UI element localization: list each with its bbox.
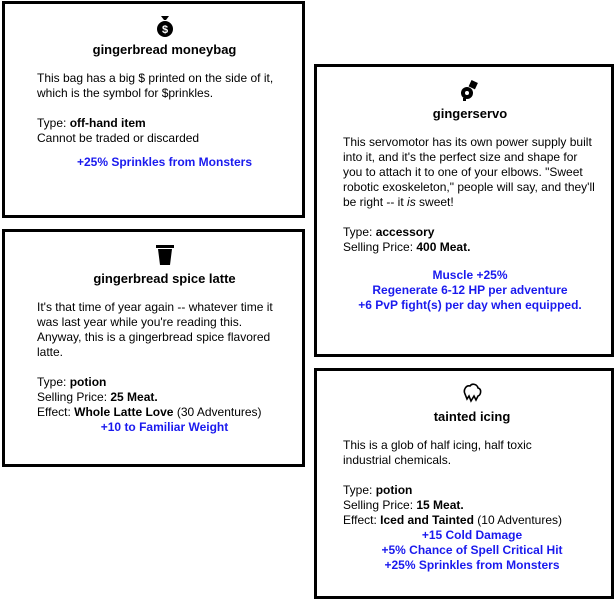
item-card-moneybag xyxy=(2,1,305,218)
item-description: This bag has a big $ printed on the side of it, which is the symbol for $prinkles. xyxy=(37,71,274,100)
item-modifier: +25% Sprinkles from Monsters xyxy=(76,155,253,169)
item-type: Type: off-hand item xyxy=(37,116,146,130)
icing-glob-icon xyxy=(343,381,601,405)
item-title: gingerservo xyxy=(432,106,508,121)
item-modifier: +5% Chance of Spell Critical Hit xyxy=(381,543,563,557)
item-card-tainted-icing xyxy=(314,368,614,599)
item-effect: Effect: Iced and Tainted (10 Adventures) xyxy=(343,513,562,527)
item-description: This servomotor has its own power supply built into it, and it's the perfect size and shape for you to attach it to one of your elbows. "Sweet robotic exoskeleton," people will say, and they'll be right -- it is sweet! xyxy=(343,135,595,209)
robot-arm-icon xyxy=(343,78,597,102)
item-modifier: Regenerate 6-12 HP per adventure xyxy=(372,283,568,297)
item-modifier: +15 Cold Damage xyxy=(421,528,523,542)
svg-text:$: $ xyxy=(161,24,168,36)
item-modifier: +10 to Familiar Weight xyxy=(100,420,229,434)
item-card-latte xyxy=(2,229,305,467)
item-title: tainted icing xyxy=(433,409,511,424)
item-card-gingerservo xyxy=(314,64,614,357)
item-type: Type: potion xyxy=(37,375,107,389)
item-title: gingerbread moneybag xyxy=(92,42,237,57)
item-price: Selling Price: 25 Meat. xyxy=(37,390,158,404)
moneybag-icon xyxy=(37,14,292,38)
item-modifier: +6 PvP fight(s) per day when equipped. xyxy=(358,298,582,312)
item-price: Selling Price: 15 Meat. xyxy=(343,498,464,512)
item-modifier: +25% Sprinkles from Monsters xyxy=(384,558,560,572)
item-description: This is a glob of half icing, half toxic industrial chemicals. xyxy=(343,438,532,467)
item-effect: Effect: Whole Latte Love (30 Adventures) xyxy=(37,405,262,419)
item-price: Selling Price: 400 Meat. xyxy=(343,240,471,254)
item-description: It's that time of year again -- whatever time it was last year while you're reading this. Anyway, this is a gingerbread spice flavored latte. xyxy=(37,300,273,359)
item-type: Type: potion xyxy=(343,483,413,497)
item-note: Cannot be traded or discarded xyxy=(37,131,200,145)
item-title: gingerbread spice latte xyxy=(93,271,236,286)
coffee-cup-icon xyxy=(37,243,292,267)
item-modifier: Muscle +25% xyxy=(432,268,508,282)
item-type: Type: accessory xyxy=(343,225,435,239)
